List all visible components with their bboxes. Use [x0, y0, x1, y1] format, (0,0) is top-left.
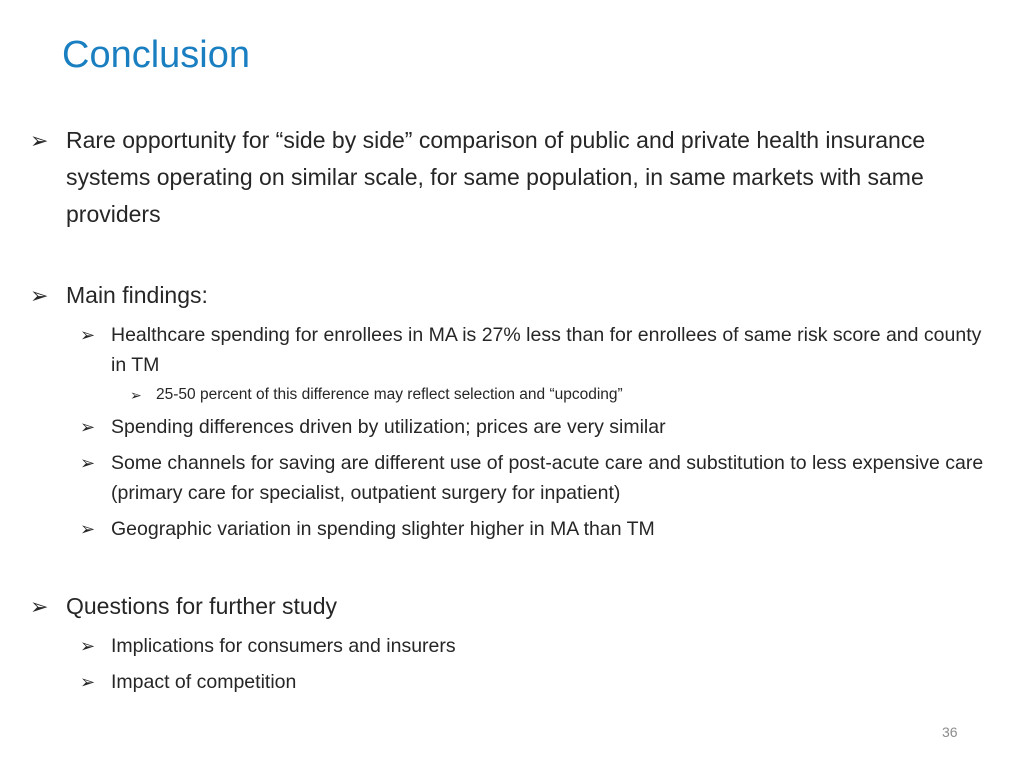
arrowhead-bullet-icon: ➢	[80, 519, 96, 539]
arrowhead-bullet-icon: ➢	[80, 325, 96, 345]
arrowhead-bullet-icon: ➢	[80, 636, 96, 656]
arrowhead-bullet-icon: ➢	[30, 594, 49, 619]
page-number: 36	[942, 724, 958, 740]
bullet-text: Healthcare spending for enrollees in MA is 27% less than for enrollees of same risk score and county in TM	[111, 324, 982, 376]
sub-bullet-channels-saving	[30, 448, 1000, 508]
arrowhead-bullet-icon: ➢	[80, 453, 96, 473]
bullet-rare-opportunity	[30, 122, 1000, 233]
arrowhead-bullet-icon: ➢	[30, 283, 49, 308]
arrowhead-bullet-icon: ➢	[30, 128, 49, 153]
bullet-text: Geographic variation in spending slighter higher in MA than TM	[111, 518, 655, 540]
arrowhead-bullet-icon: ➢	[80, 672, 96, 692]
sub-bullet-implications	[30, 631, 1000, 661]
bullet-text: Main findings:	[66, 282, 208, 308]
sub-bullet-utilization	[30, 412, 1000, 442]
bullet-questions-further-study	[30, 588, 1000, 625]
bullet-text: 25-50 percent of this difference may reflect selection and “upcoding”	[156, 386, 623, 403]
sub-sub-bullet-selection-upcoding	[30, 384, 1000, 406]
bullet-text: Some channels for saving are different use of post-acute care and substitution to less expensive care (primary care for specialist, outpatient surgery for inpatient)	[111, 452, 984, 504]
sub-bullet-competition	[30, 667, 1000, 697]
sub-bullet-spending-less	[30, 320, 1000, 380]
slide-content	[30, 122, 1000, 697]
sub-bullet-geographic-variation	[30, 514, 1000, 544]
arrowhead-bullet-icon: ➢	[130, 387, 142, 403]
bullet-main-findings	[30, 277, 1000, 314]
bullet-text: Spending differences driven by utilization; prices are very similar	[111, 416, 666, 438]
bullet-text: Rare opportunity for “side by side” comparison of public and private health insurance systems operating on similar scale, for same population, in same markets with same providers	[66, 127, 926, 227]
slide-title: Conclusion	[62, 34, 250, 76]
arrowhead-bullet-icon: ➢	[80, 417, 96, 437]
bullet-text: Implications for consumers and insurers	[111, 635, 456, 657]
bullet-text: Impact of competition	[111, 671, 297, 693]
bullet-text: Questions for further study	[66, 593, 338, 619]
